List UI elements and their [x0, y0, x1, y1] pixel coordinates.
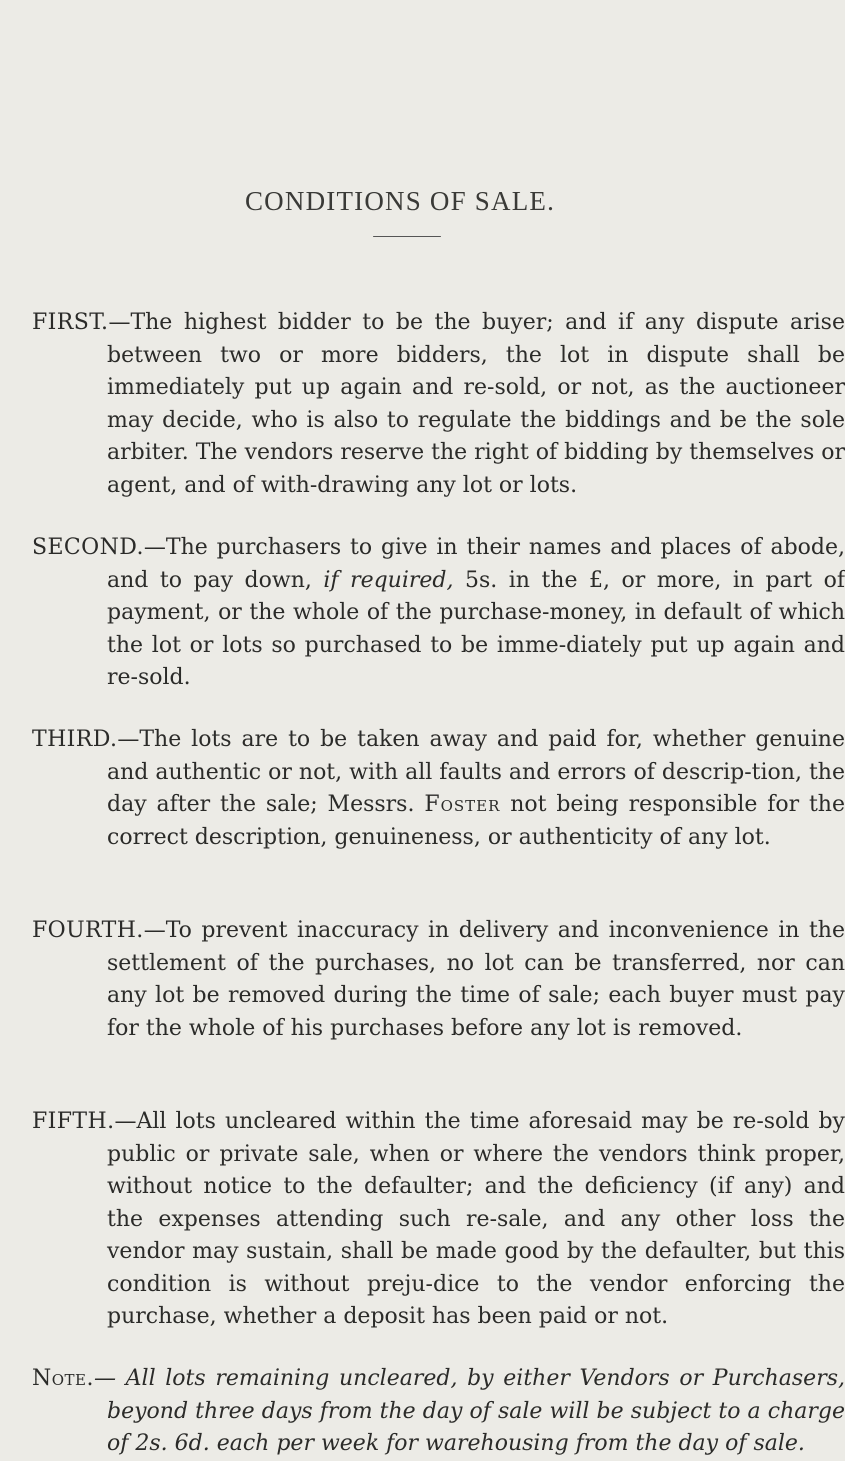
condition-text: —The highest bidder to be the buyer; and if any dispute arise between two or more bidders, the lot in dispute shall be immediately put up again and re-sold, or not, as the auctioneer may decide, who is also to regulate the biddings and be the sole arbiter. The vendors reserve the right of bidding by themselves or agent, and of with-drawing any lot or lots. [107, 310, 845, 498]
condition-first [32, 307, 845, 502]
condition-text-italic: if required, [323, 567, 454, 593]
condition-fourth [32, 915, 845, 1045]
note-warehousing [32, 1363, 845, 1461]
condition-heading: SECOND. [32, 535, 144, 560]
condition-text: —The lots are to be taken away and paid for, whether genuine and authentic or not, with all faults and errors of descrip-tion, the day after the sale; Messrs. [107, 727, 845, 817]
condition-second [32, 532, 845, 695]
condition-third [32, 724, 845, 854]
title-divider [373, 236, 441, 237]
condition-heading: FIFTH. [32, 1109, 115, 1134]
auctioneer-name: Foster [424, 792, 501, 817]
condition-heading: THIRD. [32, 727, 118, 752]
condition-text: 5s. in the £, or more, in part of payment, or the whole of the purchase-money, in default of which the lot or lots so purchased to be imme-diately put up again and re-sold. [107, 567, 845, 690]
condition-heading: FOURTH. [32, 918, 144, 943]
condition-text: —To prevent inaccuracy in delivery and inconvenience in the settlement of the purchases, no lot can be transferred, nor can any lot be removed during the time of sale; each buyer must pay for the whole of his purchases before any lot is removed. [107, 918, 845, 1041]
note-text: — All lots remaining uncleared, by either Vendors or Purchasers, beyond three days from the day of sale will be subject to a charge of 2s. 6d. each per week for warehousing from the day of sale. [94, 1366, 845, 1456]
note-heading: Note. [32, 1366, 94, 1391]
condition-text: not being responsible for the correct description, genuineness, or authenticity of any lot. [107, 792, 845, 850]
condition-fifth [32, 1106, 845, 1334]
condition-heading: FIRST. [32, 310, 109, 335]
condition-text: —The purchasers to give in their names and places of abode, and to pay down, [107, 535, 845, 593]
condition-text: —All lots uncleared within the time aforesaid may be re-sold by public or private sale, when or where the vendors think proper, without notice to the defaulter; and the deficiency (if any) and the expenses attending such re-sale, and any other loss the vendor may sustain, shall be made good by the defaulter, but this condition is without preju-dice to the vendor enforcing the purchase, whether a deposit has been paid or not. [107, 1109, 845, 1329]
page-title: CONDITIONS OF SALE. [244, 186, 556, 216]
